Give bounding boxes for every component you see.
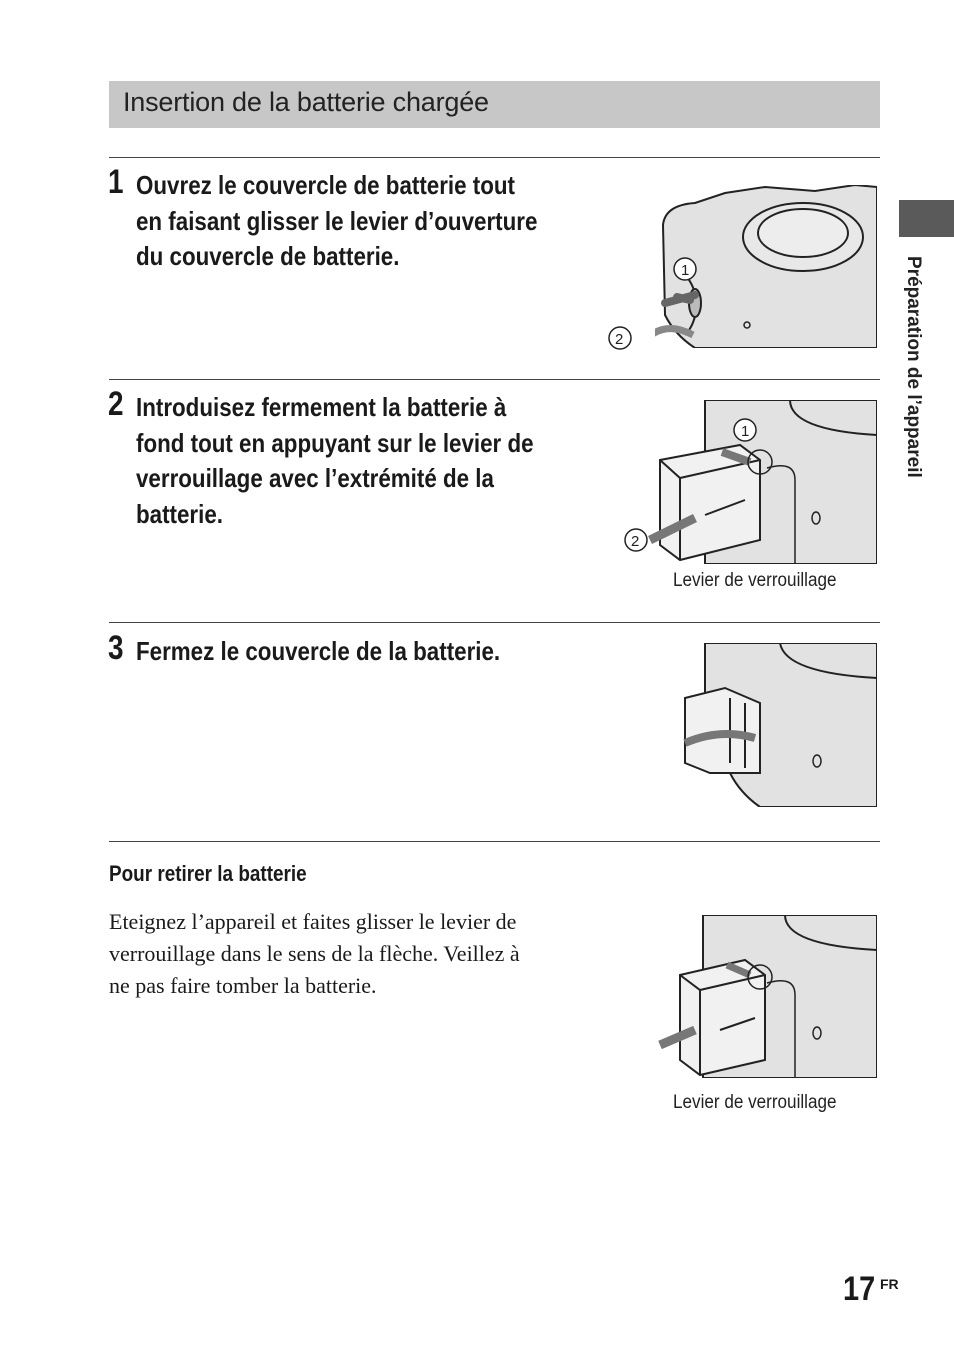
divider — [109, 157, 880, 158]
step-number: 1 — [108, 163, 124, 201]
callout-two: 2 — [615, 331, 624, 348]
lock-lever-caption: Levier de verrouillage — [673, 1092, 837, 1113]
remove-heading: Pour retirer la batterie — [109, 861, 307, 886]
camera-illustration-remove-battery — [655, 915, 877, 1078]
callout-two: 2 — [631, 533, 640, 550]
step-number: 3 — [108, 629, 124, 667]
page-number: 17 — [843, 1270, 876, 1308]
step-text: Fermez le couvercle de la batterie. — [136, 636, 501, 666]
side-tab-marker — [899, 200, 954, 237]
callout-two-marker — [607, 325, 633, 351]
step-number: 2 — [108, 385, 124, 423]
step-text: Ouvrez le couvercle de batterie tout en faisant glisser le levier d’ouverture du couvercle de batterie. — [136, 170, 538, 271]
camera-illustration-insert-battery — [620, 400, 877, 564]
page-language-suffix: FR — [880, 1276, 899, 1292]
divider — [109, 841, 880, 842]
side-tab-label: Préparation de l’appareil — [903, 256, 924, 478]
callout-one: 1 — [741, 423, 750, 440]
callout-one: 1 — [681, 262, 690, 279]
camera-illustration-open-cover — [655, 185, 877, 348]
section-title: Insertion de la batterie chargée — [123, 87, 489, 117]
divider — [109, 622, 880, 623]
step-text: Introduisez fermement la batterie à fond tout en appuyant sur le levier de verrouillage avec l’extrémité de la batterie. — [136, 392, 534, 529]
divider — [109, 379, 880, 380]
lock-lever-caption: Levier de verrouillage — [673, 570, 837, 591]
remove-text: Eteignez l’appareil et faites glisser le levier de verrouillage dans le sens de la flèche. Veillez à ne pas faire tomber la batterie. — [109, 909, 520, 998]
section-header-bar — [109, 81, 880, 128]
camera-illustration-close-cover — [680, 643, 877, 807]
